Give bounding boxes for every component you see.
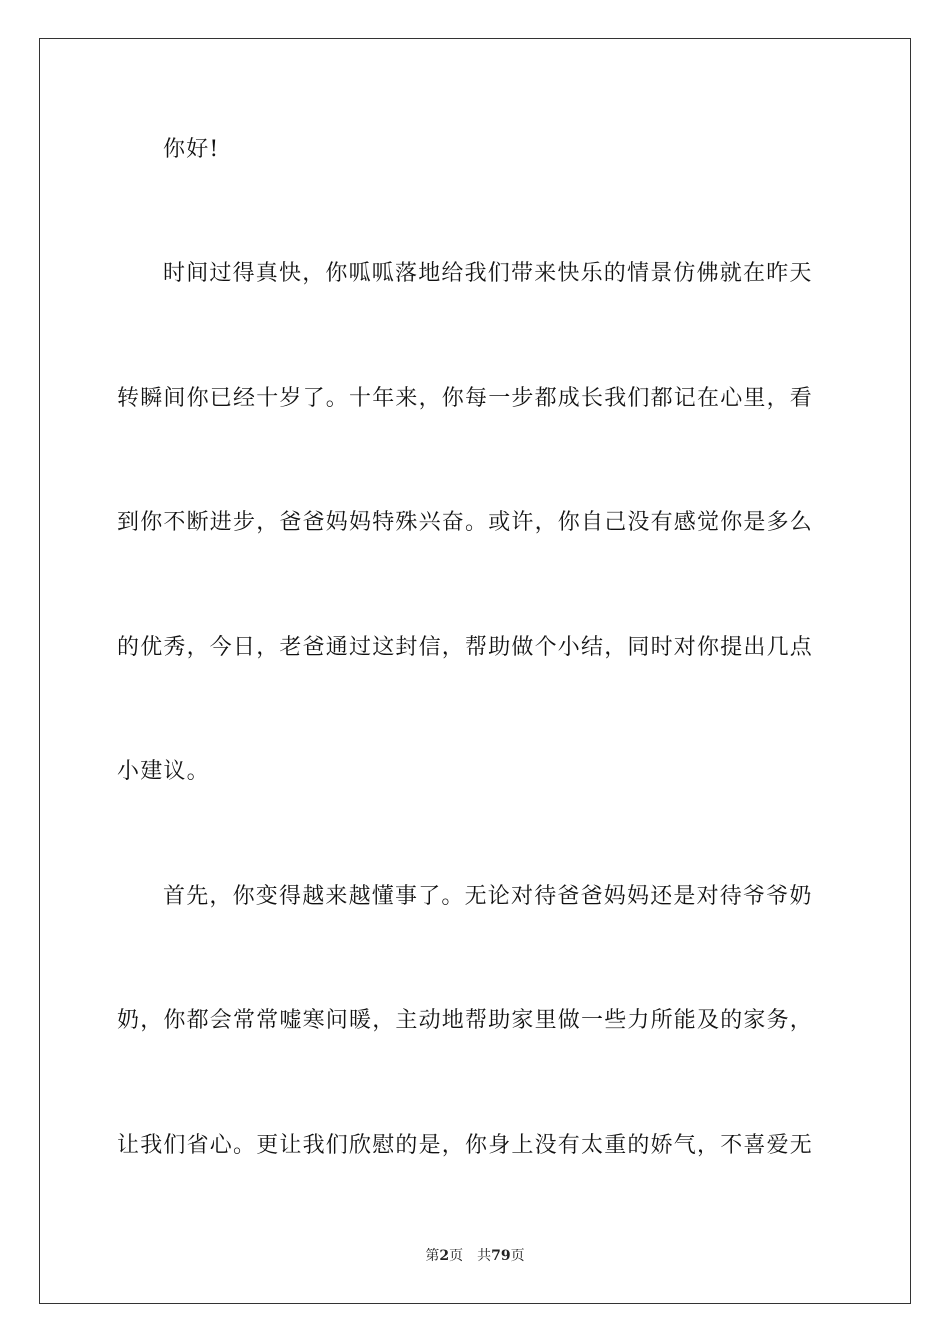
paragraph-line-2: 转瞬间你已经十岁了。十年来，你每一步都成长我们都记在心里，看	[117, 386, 814, 411]
paragraph-line-1: 时间过得真快，你呱呱落地给我们带来快乐的情景仿佛就在昨天	[163, 261, 813, 286]
page-border	[39, 38, 911, 1304]
page-number: 2	[439, 1248, 450, 1264]
greeting-line: 你好!	[163, 137, 220, 162]
paragraph-line-3: 到你不断进步，爸爸妈妈特殊兴奋。或许，你自己没有感觉你是多么	[117, 510, 814, 535]
page-footer	[0, 1246, 950, 1266]
total-prefix: 共	[477, 1248, 492, 1264]
paragraph-line-7: 奶，你都会常常嘘寒问暖，主动地帮助家里做一些力所能及的家务，	[117, 1008, 814, 1033]
total-pages: 79	[491, 1248, 511, 1264]
page-prefix: 第	[425, 1248, 440, 1264]
paragraph-line-6: 首先，你变得越来越懂事了。无论对待爸爸妈妈还是对待爷爷奶	[163, 884, 813, 909]
paragraph-line-5: 小建议。	[117, 759, 210, 784]
paragraph-line-8: 让我们省心。更让我们欣慰的是，你身上没有太重的娇气，不喜爱无	[117, 1133, 814, 1158]
page-suffix: 页	[449, 1248, 464, 1264]
total-suffix: 页	[510, 1248, 525, 1264]
paragraph-line-4: 的优秀，今日，老爸通过这封信，帮助做个小结，同时对你提出几点	[117, 635, 814, 660]
